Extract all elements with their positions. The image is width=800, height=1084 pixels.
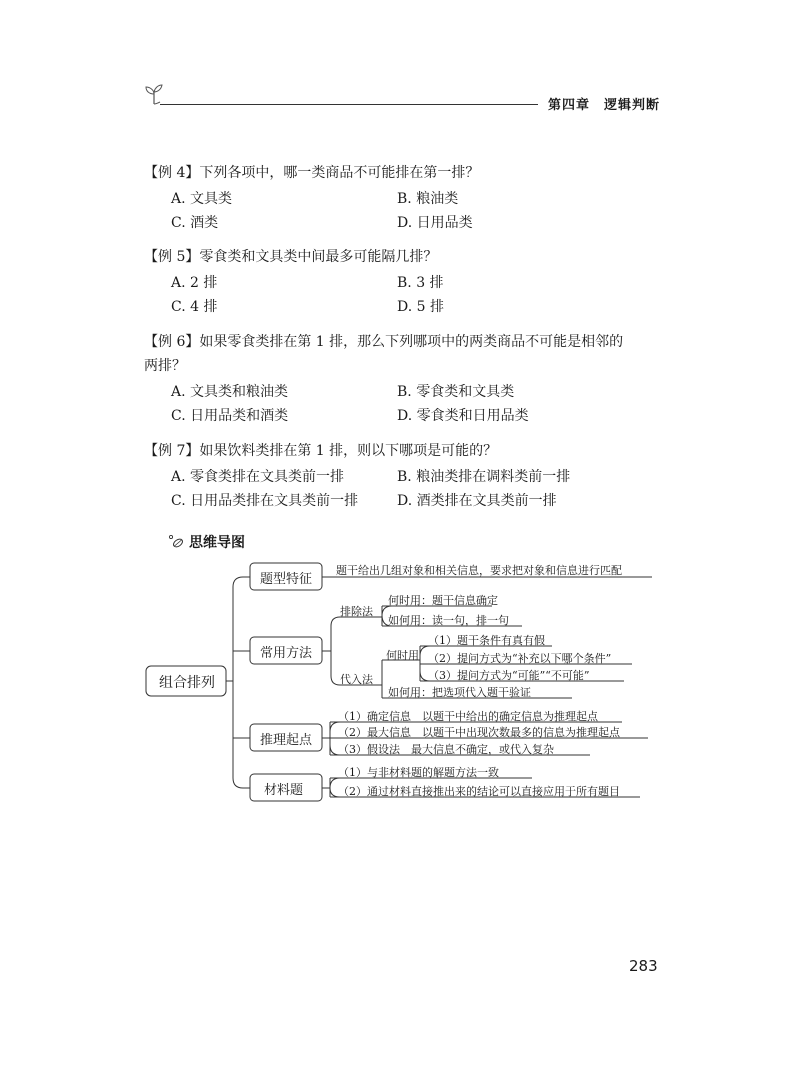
question-6-stem-line2: 两排？	[144, 358, 186, 374]
start-item-3: （3）假设法 最大信息不确定，或代入复杂	[338, 743, 554, 756]
q6-option-d: D. 零食类和日用品类	[397, 408, 529, 424]
q6-option-c: C. 日用品类和酒类	[171, 408, 289, 424]
branch-feature: 题型特征	[260, 572, 313, 587]
exclusion-how: 如何用：读一句，排一句	[388, 614, 509, 627]
material-item-1: （1）与非材料题的解题方法一致	[338, 766, 499, 779]
q5-option-c: C. 4 排	[171, 299, 218, 315]
start-item-1: （1）确定信息 以题干中给出的确定信息为推理起点	[338, 710, 598, 723]
q7-option-d: D. 酒类排在文具类前一排	[397, 493, 557, 509]
page-number: 283	[629, 957, 658, 975]
mindmap-title: 思维导图	[189, 535, 245, 551]
branch-start: 推理起点	[260, 733, 313, 748]
feature-text: 题干给出几组对象和相关信息，要求把对象和信息进行匹配	[336, 564, 622, 577]
q5-option-d: D. 5 排	[397, 299, 444, 315]
q4-option-d: D. 日用品类	[397, 215, 473, 231]
q4-option-b: B. 粮油类	[397, 191, 459, 207]
q4-option-a: A. 文具类	[171, 191, 233, 207]
substitution-how: 如何用：把选项代入题干验证	[388, 686, 531, 699]
material-item-2: （2）通过材料直接推出来的结论可以直接应用于所有题目	[338, 785, 620, 798]
q6-option-a: A. 文具类和粮油类	[171, 384, 289, 400]
question-7-stem: 【例 7】如果饮料类排在第 1 排，则以下哪项是可能的？	[144, 443, 498, 459]
substitution-when-item-3: （3）提问方式为“可能”“不可能”	[428, 669, 590, 682]
substitution-when-item-2: （2）提问方式为“补充以下哪个条件”	[428, 652, 612, 665]
question-6-stem-line1: 【例 6】如果零食类排在第 1 排，那么下列哪项中的两类商品不可能是相邻的	[144, 334, 624, 350]
mindmap-root: 组合排列	[159, 675, 215, 691]
branch-material: 材料题	[264, 783, 304, 798]
question-4-stem: 【例 4】下列各项中，哪一类商品不可能排在第一排？	[144, 165, 480, 181]
q6-option-b: B. 零食类和文具类	[397, 384, 515, 400]
q5-option-a: A. 2 排	[171, 275, 218, 291]
chapter-title: 第四章 逻辑判断	[548, 98, 661, 113]
q5-option-b: B. 3 排	[397, 275, 444, 291]
method-substitution: 代入法	[340, 673, 373, 686]
q7-option-c: C. 日用品类排在文具类前一排	[171, 493, 359, 509]
q4-option-c: C. 酒类	[171, 215, 219, 231]
q7-option-a: A. 零食类排在文具类前一排	[171, 469, 345, 485]
exclusion-when: 何时用：题干信息确定	[388, 594, 498, 607]
start-item-2: （2）最大信息 以题干中出现次数最多的信息为推理起点	[338, 726, 620, 739]
question-5-stem: 【例 5】零食类和文具类中间最多可能隔几排？	[144, 249, 438, 265]
branch-methods: 常用方法	[260, 646, 313, 661]
q7-option-b: B. 粮油类排在调料类前一排	[397, 469, 571, 485]
method-exclusion: 排除法	[340, 605, 373, 618]
substitution-when: 何时用	[386, 649, 419, 662]
substitution-when-item-1: （1）题干条件有真有假	[428, 634, 545, 647]
